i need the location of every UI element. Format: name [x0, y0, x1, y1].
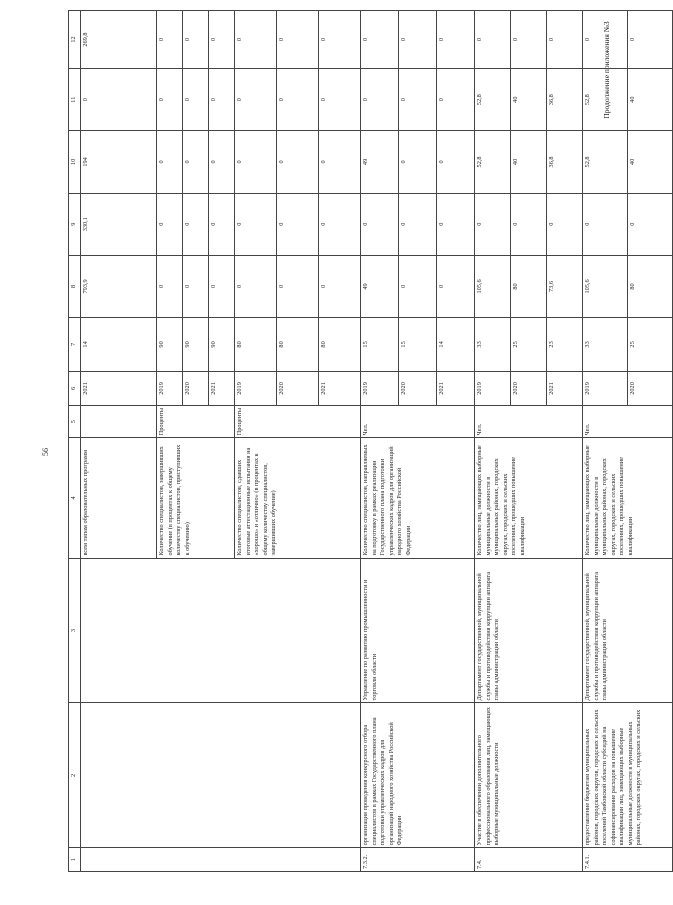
- col-header: 8: [69, 255, 81, 317]
- col-header: 11: [69, 69, 81, 131]
- cell-value: 90: [157, 318, 183, 372]
- table-row: [361, 11, 399, 872]
- cell-value: 33: [583, 318, 628, 372]
- cell-value: 0: [277, 193, 319, 255]
- cell-year: 2019: [235, 371, 277, 405]
- cell-year: 2020: [628, 371, 673, 405]
- cell-value: 0: [399, 131, 437, 193]
- cell-unit: [81, 406, 157, 438]
- col-header: 3: [69, 558, 81, 703]
- cell-year: 2019: [361, 371, 399, 405]
- cell-value: 0: [437, 11, 475, 69]
- cell-name: организация проведения конкурсного отбора специалистов в рамках Государственного плана подготовки управленческих кадров для организаций народного хозяйства Российской Федерации: [361, 703, 475, 848]
- cell-indicator: Количество специалистов, завершивших обучение (в процентах к общему количеству специалистов, приступивших к обучению): [157, 438, 235, 558]
- cell-value: 14: [81, 318, 157, 372]
- cell-num: 7.3.2.: [361, 848, 475, 872]
- cell-value: 14: [437, 318, 475, 372]
- cell-value: 0: [547, 193, 583, 255]
- cell-value: 36,8: [547, 69, 583, 131]
- cell-value: 0: [157, 255, 183, 317]
- table-row: [583, 11, 628, 872]
- cell-indicator: Количество специалистов, направляемых на подготовку в рамках реализации Государственного плана подготовки управленческих кадров для организаций народного хозяйства Российской Федерации: [361, 438, 475, 558]
- cell-value: 49: [361, 131, 399, 193]
- cell-value: 0: [437, 131, 475, 193]
- cell-value: 33: [475, 318, 511, 372]
- cell-value: 0: [319, 255, 361, 317]
- cell-value: 0: [235, 69, 277, 131]
- cell-value: 269,8: [81, 11, 157, 69]
- cell-year: 2020: [399, 371, 437, 405]
- cell-value: 0: [437, 193, 475, 255]
- cell-value: 90: [209, 318, 235, 372]
- cell-value: 0: [319, 131, 361, 193]
- cell-year: 2020: [277, 371, 319, 405]
- cell-year: 2021: [209, 371, 235, 405]
- cell-num: [81, 848, 361, 872]
- cell-value: 0: [475, 193, 511, 255]
- col-header: 1: [69, 848, 81, 872]
- cell-value: 0: [183, 255, 209, 317]
- cell-value: 0: [319, 69, 361, 131]
- cell-value: 0: [235, 11, 277, 69]
- table-row: [81, 11, 157, 872]
- cell-year: 2019: [583, 371, 628, 405]
- cell-value: 15: [361, 318, 399, 372]
- cell-name: [81, 703, 361, 848]
- cell-executor: Департамент государственной, муниципальной службы и противодействия коррупции аппарата главы администрации области: [475, 558, 583, 703]
- cell-value: 52,8: [475, 69, 511, 131]
- cell-value: 0: [361, 11, 399, 69]
- cell-value: 0: [157, 11, 183, 69]
- cell-value: 0: [511, 11, 547, 69]
- cell-year: 2020: [183, 371, 209, 405]
- cell-value: 105,6: [583, 255, 628, 317]
- cell-value: 0: [319, 193, 361, 255]
- cell-value: 0: [361, 193, 399, 255]
- cell-unit: Проценты: [235, 406, 361, 438]
- cell-year: 2021: [547, 371, 583, 405]
- cell-value: 793,9: [81, 255, 157, 317]
- col-header: 9: [69, 193, 81, 255]
- col-header: 10: [69, 131, 81, 193]
- cell-year: 2021: [437, 371, 475, 405]
- cell-indicator: Количество специалистов, сдавших итоговые аттестационные испытания на «хорошо» и «отлично» (в процентах к общему количеству специалистов, завершивших обучение): [235, 438, 361, 558]
- cell-value: 0: [399, 193, 437, 255]
- cell-value: 0: [157, 69, 183, 131]
- cell-value: 0: [399, 255, 437, 317]
- cell-value: 90: [183, 318, 209, 372]
- cell-value: 0: [399, 11, 437, 69]
- cell-value: 0: [183, 131, 209, 193]
- cell-value: 0: [399, 69, 437, 131]
- cell-executor: Департамент государственной, муниципальной службы и противодействия коррупции аппарата главы администрации области: [583, 558, 673, 703]
- cell-executor: [81, 558, 361, 703]
- cell-value: 36,8: [547, 131, 583, 193]
- cell-value: 0: [319, 11, 361, 69]
- cell-value: 80: [628, 255, 673, 317]
- cell-value: 0: [235, 131, 277, 193]
- cell-value: 0: [437, 255, 475, 317]
- col-header: 12: [69, 11, 81, 69]
- cell-value: 0: [209, 255, 235, 317]
- cell-value: 15: [399, 318, 437, 372]
- cell-value: 0: [511, 193, 547, 255]
- cell-value: 0: [235, 193, 277, 255]
- cell-value: 0: [209, 131, 235, 193]
- cell-name: Участие в обеспечении дополнительного профессионального образования лиц, замещающих выборные муниципальные должности: [475, 703, 583, 848]
- cell-value: 0: [81, 69, 157, 131]
- cell-value: 80: [277, 318, 319, 372]
- col-header: 2: [69, 703, 81, 848]
- cell-value: 0: [547, 11, 583, 69]
- cell-value: 0: [157, 193, 183, 255]
- cell-value: 105,6: [475, 255, 511, 317]
- cell-value: 0: [183, 193, 209, 255]
- header-row: [69, 11, 81, 872]
- cell-num: 7.4.1.: [583, 848, 673, 872]
- cell-value: 0: [628, 193, 673, 255]
- col-header: 7: [69, 318, 81, 372]
- cell-num: 7.4.: [475, 848, 583, 872]
- cell-value: 0: [183, 11, 209, 69]
- cell-value: 0: [475, 11, 511, 69]
- table-row: [475, 11, 511, 872]
- cell-value: 0: [157, 131, 183, 193]
- cell-year: 2019: [157, 371, 183, 405]
- cell-value: 73,6: [547, 255, 583, 317]
- cell-value: 194: [81, 131, 157, 193]
- cell-value: 0: [361, 69, 399, 131]
- cell-value: 0: [277, 11, 319, 69]
- col-header: 6: [69, 371, 81, 405]
- col-header: 4: [69, 438, 81, 558]
- cell-value: 49: [361, 255, 399, 317]
- cell-value: 40: [628, 69, 673, 131]
- cell-value: 52,8: [475, 131, 511, 193]
- cell-value: 40: [511, 69, 547, 131]
- cell-value: 23: [547, 318, 583, 372]
- cell-year: 2021: [319, 371, 361, 405]
- cell-value: 0: [628, 11, 673, 69]
- cell-value: 52,8: [583, 131, 628, 193]
- cell-value: 0: [277, 255, 319, 317]
- page-number: 56: [41, 448, 50, 456]
- program-table: [68, 10, 673, 872]
- cell-indicator: Количество лиц, замещающих выборные муниципальные должности в муниципальных районах, городских округах, городских и сельских поселениях, прошедших повышение квалификации: [583, 438, 673, 558]
- cell-value: 25: [628, 318, 673, 372]
- cell-year: 2019: [475, 371, 511, 405]
- continuation-title: Продолжение приложения №3: [602, 21, 611, 119]
- cell-value: 0: [277, 131, 319, 193]
- cell-value: 40: [628, 131, 673, 193]
- cell-name: предоставление бюджетам муниципальных районов, городских округов, городских и сельских поселений Тамбовской области субсидий на софинансирование расходов на повышение квалификации лиц, замещающих выборные муниципальные должности в муниципальных районах, городских округах, городских и сельских: [583, 703, 673, 848]
- cell-value: 80: [319, 318, 361, 372]
- cell-value: 80: [235, 318, 277, 372]
- cell-value: 0: [235, 255, 277, 317]
- cell-unit: Чел.: [361, 406, 475, 438]
- cell-value: 0: [183, 69, 209, 131]
- cell-indicator: всем типам образовательных программ: [81, 438, 157, 558]
- cell-indicator: Количество лиц, замещающих выборные муниципальные должности в муниципальных районах, городских округах, городских и сельских поселениях, прошедших повышение квалификации: [475, 438, 583, 558]
- cell-value: 0: [437, 69, 475, 131]
- cell-value: 0: [583, 193, 628, 255]
- cell-unit: Чел.: [475, 406, 583, 438]
- cell-value: 80: [511, 255, 547, 317]
- cell-value: 25: [511, 318, 547, 372]
- cell-value: 0: [583, 11, 628, 69]
- cell-value: 52,8: [583, 69, 628, 131]
- col-header: 5: [69, 406, 81, 438]
- cell-unit: Проценты: [157, 406, 235, 438]
- cell-value: 0: [209, 11, 235, 69]
- cell-value: 0: [209, 193, 235, 255]
- cell-unit: Чел.: [583, 406, 673, 438]
- cell-value: 330,1: [81, 193, 157, 255]
- cell-executor: Управление по развитию промышленности и торговли области: [361, 558, 475, 703]
- rotated-page: [68, 10, 642, 872]
- cell-year: 2020: [511, 371, 547, 405]
- cell-value: 0: [209, 69, 235, 131]
- cell-year: 2021: [81, 371, 157, 405]
- cell-value: 0: [277, 69, 319, 131]
- cell-value: 40: [511, 131, 547, 193]
